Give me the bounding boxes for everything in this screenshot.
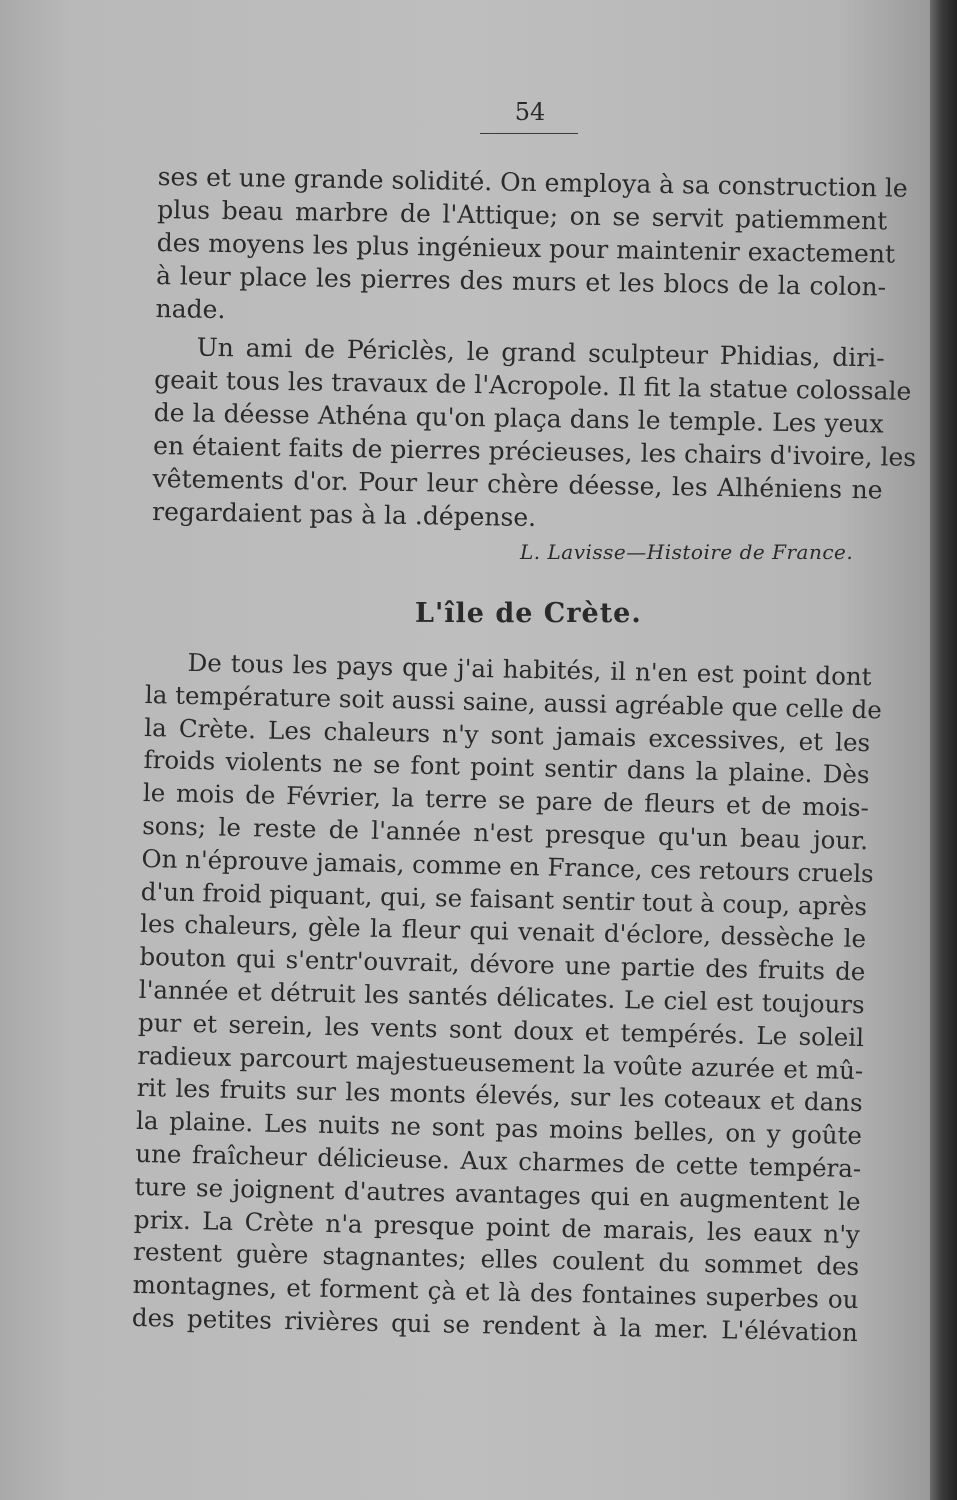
text-line: le mois de Février, la terre se pare de fleurs et de mois- [142, 778, 870, 823]
text-line: nade. [155, 293, 226, 325]
text-line: vêtements d'or. Pour leur chère déesse, les Alhéniens ne [152, 463, 883, 505]
text-line: ses et une grande solidité. On employa à sa construction le [157, 161, 908, 203]
text-line: prix. La Crète n'a presque point de marais, les eaux n'y [133, 1204, 861, 1249]
text-line: la température soit aussi saine, aussi agréable que celle de [144, 679, 883, 725]
text-line: On n'éprouve jamais, comme en France, ces retours cruels [141, 843, 874, 889]
text-line: geait tous les travaux de l'Acropole. Il fit la statue colossale [153, 364, 912, 406]
text-line: des moyens les plus ingénieux pour maintenir exactement [156, 227, 896, 269]
text-line: froids violents ne se font point sentir dans la plaine. Dès [143, 745, 870, 790]
text-line: la plaine. Les nuits ne sont pas moins belles, on y goûte [135, 1106, 863, 1151]
paragraph-crete [131, 646, 883, 1350]
paragraph-acropolis-construction [155, 160, 908, 336]
text-line: d'un froid piquant, qui, se faisant sentir tout à coup, après [140, 876, 868, 921]
text-line: radieux parcourt majestueusement la voûte azurée et mû- [137, 1040, 864, 1085]
book-binding-edge [930, 0, 957, 1500]
text-line: Un ami de Périclès, le grand sculpteur Phidias, diri- [196, 332, 885, 373]
paragraph-phidias [151, 330, 917, 539]
text-line: une fraîcheur délicieuse. Aux charmes de cette tempéra- [135, 1138, 862, 1184]
text-line: rit les fruits sur les monts élevés, sur les coteaux et dans [136, 1073, 863, 1118]
text-line: sons; le reste de l'année n'est presque qu'un beau jour. [141, 810, 869, 856]
page-number-rule [480, 133, 578, 134]
text-line: De tous les pays que j'ai habités, il n'en est point dont [187, 647, 872, 692]
text-line: regardaient pas à la .dépense. [151, 496, 537, 533]
text-line: restent guère stagnantes; elles coulent du sommet des [133, 1237, 860, 1282]
page-number: 54 [514, 98, 546, 126]
section-heading: L'île de Crète. [415, 598, 642, 629]
text-line: montagnes, et forment çà et là des fontaines superbes ou [132, 1270, 859, 1315]
text-line: des petites rivières qui se rendent à la mer. L'élévation [131, 1302, 859, 1347]
text-line: pur et serein, les vents sont doux et tempérés. Le soleil [137, 1007, 865, 1052]
text-line: l'année et détruit les santés délicates. Le ciel est toujours [138, 974, 865, 1020]
text-line: en étaient faits de pierres précieuses, les chairs d'ivoire, les [152, 430, 917, 472]
text-line: ture se joignent d'autres avantages qui en augmentent le [134, 1171, 861, 1216]
text-line: à leur place les pierres des murs et les blocs de la colon- [155, 260, 887, 302]
text-line: de la déesse Athéna qu'on plaça dans le temple. Les yeux [153, 397, 884, 439]
text-line: bouton qui s'entr'ouvrait, dévore une partie des fruits de [139, 942, 866, 987]
text-line: la Crète. Les chaleurs n'y sont jamais excessives, et les [143, 712, 871, 757]
text-line: les chaleurs, gèle la fleur qui venait d'éclore, dessèche le [139, 909, 867, 954]
text-line: plus beau marbre de l'Attique; on se servit patiemment [156, 194, 888, 236]
citation-source: L. Lavisse—Histoire de France. [520, 540, 854, 564]
